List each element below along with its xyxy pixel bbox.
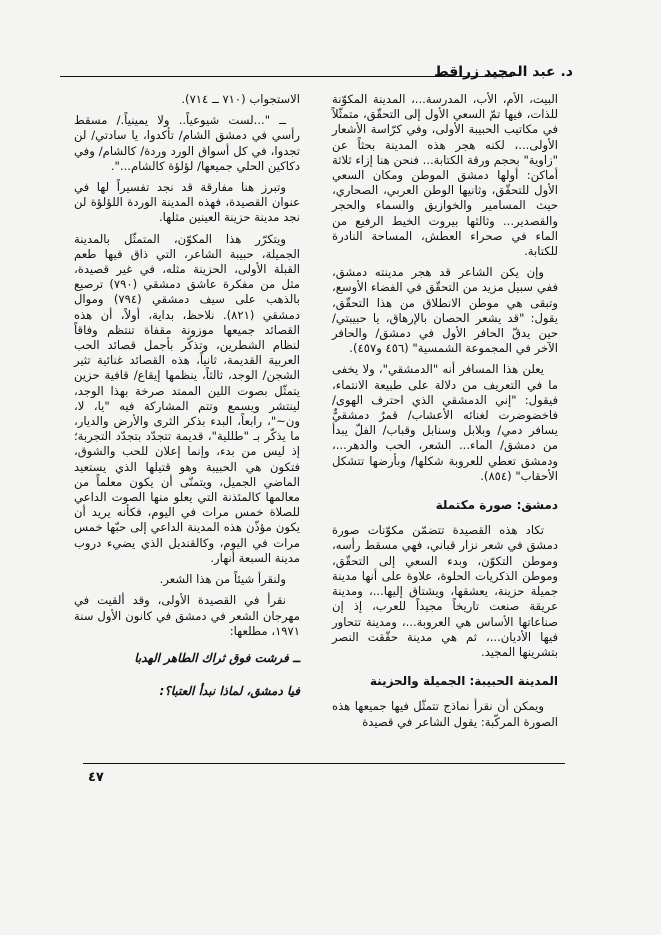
footer-rule [83,763,565,764]
right-column [332,92,558,736]
header-rule [60,76,512,77]
paragraph: الاستجواب (٧١٠ ــ ٧١٤). [181,92,300,106]
paragraph: تكاد هذه القصيدة تتضمّن مكوّنات صورة دمشق في شعر نزار قباني، فهي مسقط رأسه، وموطن التكوّن، وبدء السعي إلى التحقّق، وموطن الذكريات الحلوة، علاوة على أنها مدينة جميلة حزينة، يعشقها، ويشتاق إليها...، ومدينة عريقة صنعت تاريخاً مجيداً للعرب، إذ إن صناعاتها الأساس هي العروبة...، ومدينة تتحاور فيها الأديان...، ثم هي مدينة حقّقت النصر بتشرينها المجيد. [332,523,558,659]
author-name: د. عبد المجيد زراقط [434,64,573,80]
paragraph: ويمكن أن نقرأ نماذج تتمثّل فيها جميعها هذه الصورة المركّبة: يقول الشاعر في قصيدة [332,699,558,729]
paragraph: ولنقرأ شيئاً من هذا الشعر. [159,572,286,587]
paragraph: البيت، الأم، الأب، المدرسة...، المدينة المكوّنة للذات، فيها تمّ السعي الأول إلى التحقّق، متمثّلاً في مكاتيب الحبيبة الأولى، وفي كرّاسة الأشعار الأولى...، لكنه هجر هذه المدينة بحثاً عن "زاوية" بحجم ورقة الكتابة... فنحن هنا إزاء ثلاثة أماكن: أولها دمشق الموطن ومكان السعي الأول للتحقّق، وثانيها الوطن العربي، الصحاري، حيث المسامير والخوازيق والسماء والحجر والقصدير... وثالثها بيروت الخيط الرفيع من الماء في صحراء العطش، المساحة النادرة للكتابة. [332,92,558,259]
paragraph: وتبرز هنا مفارقة قد نجد تفسيراً لها في عنوان القصيدة، فهذه المدينة الوردة اللؤلؤة لن نجد مدينة حزينة العينين مثلها. [74,180,300,225]
page-number: ٤٧ [88,770,104,785]
verse-line-1: ــ فرشت فوق ثراك الطاهر الهدبا [134,650,300,665]
paragraph: وإن يكن الشاعر قد هجر مدينته دمشق، ففي سبيل مزيد من التحقّق في الفضاء الأوسع، وتبقى هي موطن الانطلاق من هذا التحقّق، يقول: "قد يشعر الحصان بالإرهاق، يا حبيبتي/ حين يدقّ الحافر الأول في دمشق/ والحافر الآخر في المجموعة الشمسية" (٤٥٦ و٤٥٧). [332,265,558,356]
left-column [74,92,300,717]
paragraph: نقرأ في القصيدة الأولى، وقد ألقيت في مهرجان الشعر في دمشق في كانون الأول سنة ١٩٧١، مطلعها: [74,593,300,638]
paragraph: ويتكرّر هذا المكوّن، المتمثّل بالمدينة الجميلة، حبيبة الشاعر، التي ذاق فيها طعم القبلة الأولى، الحزينة مثله، في غير قصيدة، مثل من مفكرة عاشق دمشقي (٧٩٠) ترصيع بالذهب على سيف دمشقي (٧٩٤) وموال دمشقي (٨٢١). نلاحظ، بداية، أولاً، أن هذه القصائد جميعها موزونة مقفاة تنتظم وفاقاً لنظام الشطرين، وتذكّر بأجمل قصائد الحب العربية القديمة، ثانياً، هذه القصائد غنائية تثير الشجن/ الوجد، ثالثاً، ينظمها إيقاع/ قافية حزين يتمثّل بصوت اللين الممتد صرخة بهذا الوجد، لينتشر ويسمع وتتم المشاركة فيه "يا، لا، ون~"، رابعاً، البدء بذكر الثرى والأرض والديار، ما يذكّر بـ "طللية"، قديمة تتجدّد بتجدّد التجربة؛ إذ ليس من بدء، وإنما إعلان للحب والشوق، فتكون هي الحبيبة وهو قتيلها الذي يستعيد الماضي الجميل، ويتمنّى أن يكون معلماً من معالمها كالمئذنة التي يعلو منها الصوت الداعي للصلاة خمس مرات في اليوم، فكأنه يريد أن يكون مؤذّن هذه المدينة الداعي إلى حبّها خمس مرات في اليوم، وكالقنديل الذي يضيء دروب مدينة السبعة أنهار. [74,231,300,565]
paragraph: يعلن هذا المسافر أنه "الدمشقي"، ولا يخفى ما في التعريف من دلالة على طبيعة الانتماء، فيقول: "إني الدمشقي الذي احترف الهوى/ فاخضوضرت لغنائه الأعشاب/ قمرٌ دمشقيٌّ يسافر دمي/ وبلابل وسنابل وقباب/ الفلّ يبدأ من دمشق/ الماء... الشعر، الحب والدهر...، ودمشق تعطي للعروبة شكلها/ وبأرضها تتشكل الأحقاب" (٨٥٤). [332,362,558,483]
quote-paragraph: ــ "...لست شيوعياً.. ولا يمينياً./ مسقط رأسي في دمشق الشام/ تأكدوا، يا سادتي/ لن تجدوا، في كل أسواق الورد وردة/ كالشام/ وفي دكاكين الحلي جميعها/ لؤلؤة كالشام...". [74,113,300,173]
verse-line-2: فيا دمشق، لماذا نبدأ العتبا؟: [159,684,300,699]
section-heading: المدينة الحبيبة: الجميلة والحزينة [369,674,558,689]
section-heading: دمشق: صورة مكتملة [435,498,558,513]
